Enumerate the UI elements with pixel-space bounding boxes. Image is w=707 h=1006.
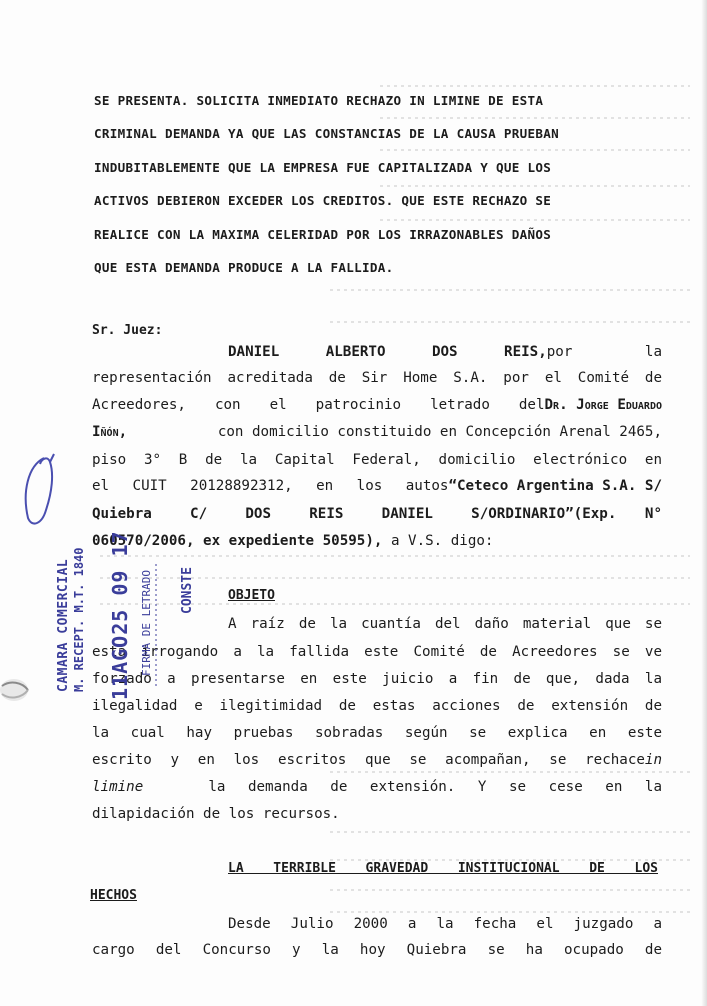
latin-phrase: limine <box>92 779 144 795</box>
intro-text: el CUIT 20128892312, en los autos <box>92 478 449 494</box>
latin-phrase: in <box>644 752 662 768</box>
objeto-line-6 <box>92 752 662 768</box>
summary-line: ACTIVOS DEBIERON EXCEDER LOS CREDITOS. QUE ESTE RECHAZO SE <box>94 193 552 208</box>
stamp-firma: FIRMA DE LETRADO <box>140 570 153 676</box>
stamp-conste: CONSTE <box>180 567 195 614</box>
objeto-line-3: forzado a presentarse en este juicio a fin de que, dada la <box>92 671 662 687</box>
case-title-cont: Quiebra C/ DOS REIS DANIEL S/ORDINARIO” <box>92 506 574 522</box>
case-number-label: (Exp. N° <box>573 506 662 522</box>
summary-line: SE PRESENTA. SOLICITA INMEDIATO RECHAZO IN LIMINE DE ESTA <box>94 93 544 108</box>
stamp-date: 11AGO25 09 17 <box>108 530 132 700</box>
intro-line-4 <box>92 424 662 440</box>
representative-name: DANIEL ALBERTO DOS REIS, <box>228 344 547 360</box>
section-heading-objeto: OBJETO <box>228 588 275 603</box>
pencil-mark-icon <box>14 452 64 532</box>
stamp-frame <box>150 560 180 692</box>
lawyer-surname: Iñón, <box>92 424 128 440</box>
section-heading-gravedad-cont: HECHOS <box>90 888 137 903</box>
objeto-line-2: está irrogando a la fallida este Comité de Acreedores se ve <box>92 644 662 660</box>
intro-line-5: piso 3° B de la Capital Federal, domicilio electrónico en <box>92 452 662 468</box>
summary-line: QUE ESTA DEMANDA PRODUCE A LA FALLIDA. <box>94 260 394 275</box>
objeto-text: la demanda de extensión. Y se cese en la <box>208 779 662 795</box>
intro-text: Acreedores, con el patrocinio letrado del <box>92 397 545 413</box>
section-heading-gravedad: LA TERRIBLE GRAVEDAD INSTITUCIONAL DE LOS <box>228 861 658 876</box>
objeto-text: escrito y en los escritos que se acompañan, se rechace <box>92 752 645 768</box>
stamp-court-line1: CAMARA COMERCIAL <box>56 558 71 692</box>
summary-line: INDUBITABLEMENTE QUE LA EMPRESA FUE CAPITALIZADA Y QUE LOS <box>94 160 552 175</box>
scan-edge-shadow <box>701 0 707 1006</box>
intro-line-2: representación acreditada de Sir Home S.A. por el Comité de <box>92 370 662 386</box>
punch-hole-mark <box>0 670 40 710</box>
intro-line-8 <box>92 533 662 549</box>
intro-line-6 <box>92 478 662 494</box>
intro-line-1 <box>228 344 662 360</box>
summary-line: CRIMINAL DEMANDA YA QUE LAS CONSTANCIAS DE LA CAUSA PRUEBAN <box>94 126 560 141</box>
stamp-court-line2: M. RECEPT. M.T. 1840 <box>72 547 86 692</box>
intro-text: a V.S. digo: <box>390 533 494 549</box>
intro-text: por la <box>546 344 662 360</box>
objeto-line-4: ilegalidad e ilegitimidad de estas acciones de extensión de <box>92 698 662 714</box>
objeto-line-1: A raíz de la cuantía del daño material que se <box>228 616 662 632</box>
case-number: 060570/2006, ex expediente 50595), <box>92 533 383 549</box>
salutation: Sr. Juez: <box>92 323 163 338</box>
lawyer-name: Dr. Jorge Eduardo <box>544 397 662 413</box>
objeto-line-7 <box>92 779 662 795</box>
intro-line-3 <box>92 397 662 413</box>
gravedad-line-2: cargo del Concurso y la hoy Quiebra se ha ocupado de <box>92 942 662 958</box>
case-title: “Ceteco Argentina S.A. S/ <box>448 478 662 494</box>
intro-line-7 <box>92 506 662 522</box>
gravedad-line-1: Desde Julio 2000 a la fecha el juzgado a <box>228 916 662 932</box>
objeto-line-5: la cual hay pruebas sobradas según se explica en este <box>92 725 662 741</box>
objeto-line-8: dilapidación de los recursos. <box>92 806 340 822</box>
intro-text: con domicilio constituido en Concepción Arenal 2465, <box>217 424 662 440</box>
summary-line: REALICE CON LA MAXIMA CELERIDAD POR LOS IRRAZONABLES DAÑOS <box>94 227 552 242</box>
